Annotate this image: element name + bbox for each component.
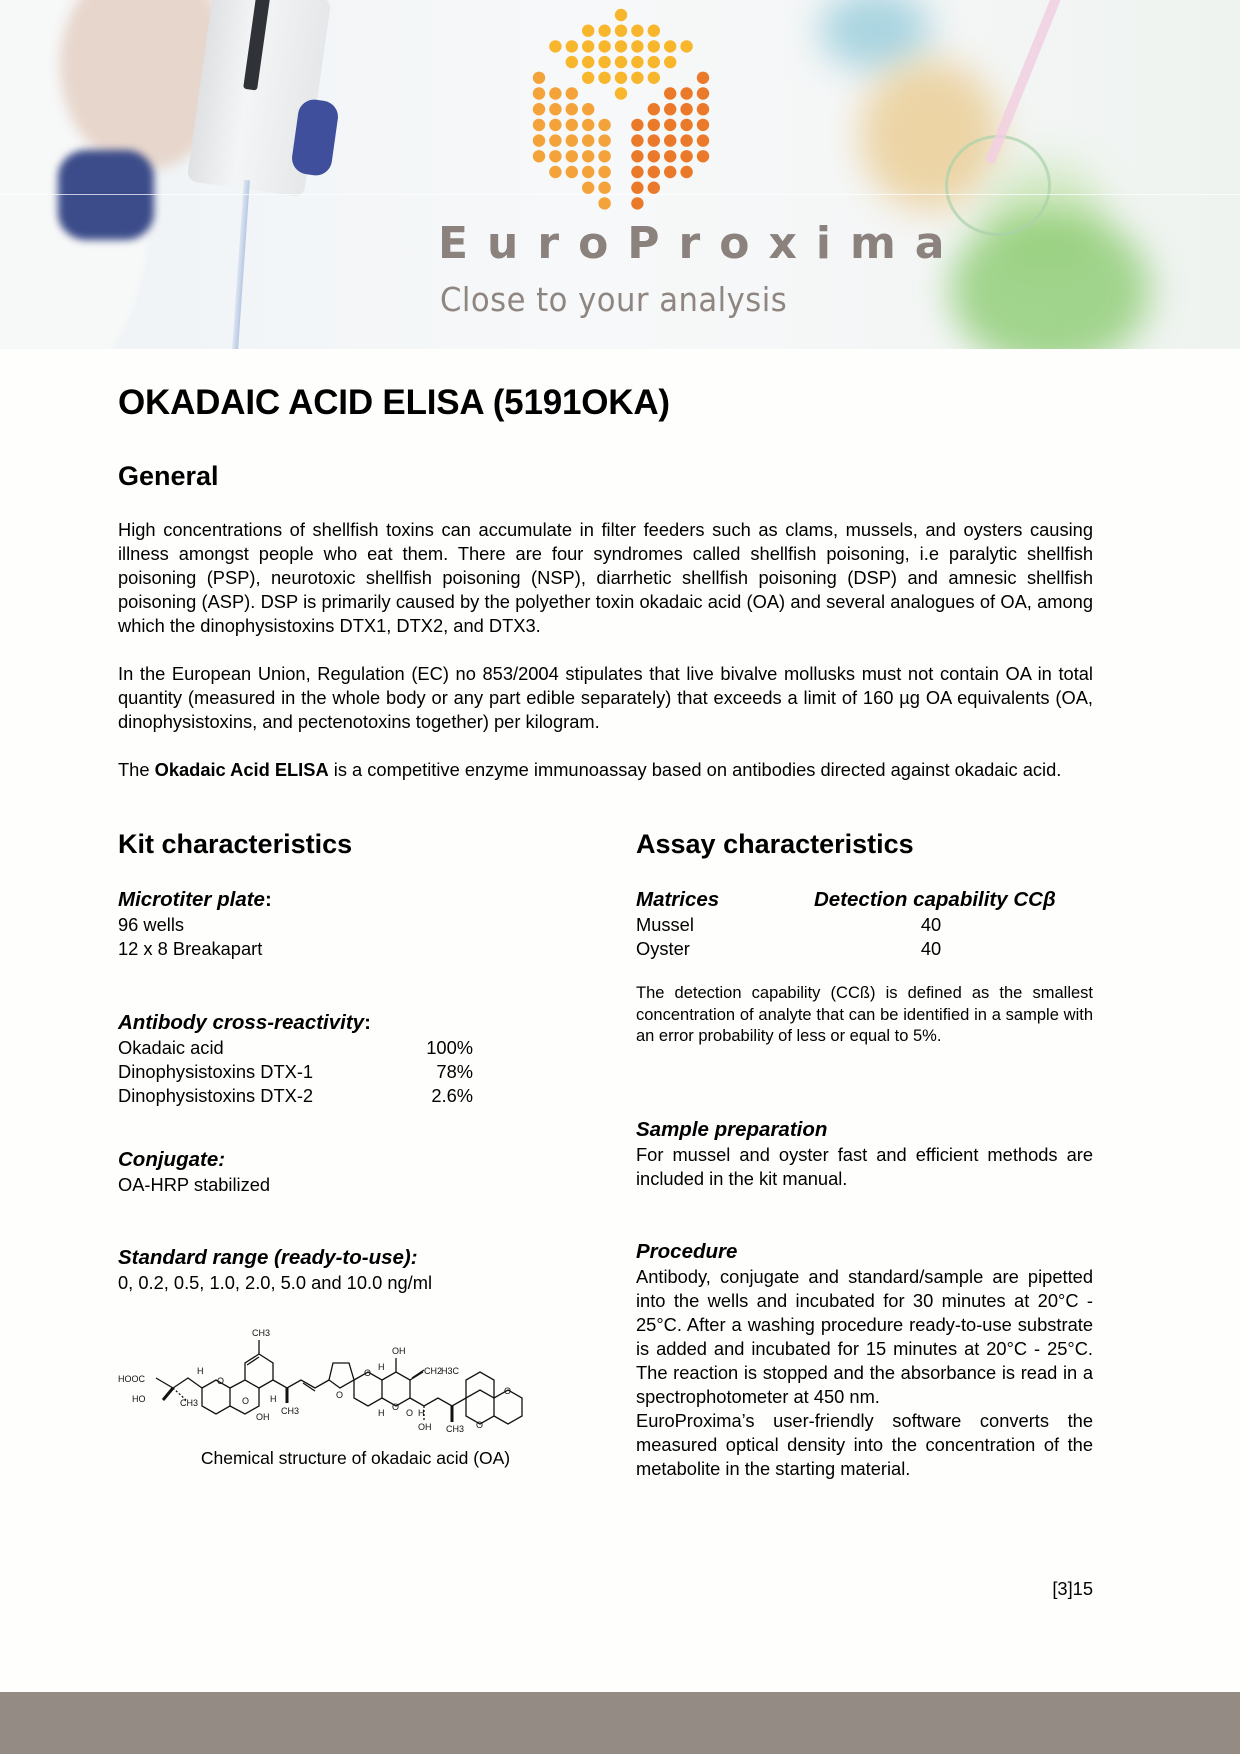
compound-name: Dinophysistoxins DTX-1 [118,1061,314,1082]
table-row [636,937,1096,961]
logo-dot [697,103,709,115]
logo-dot [631,25,643,37]
atom-label: OH [256,1412,270,1422]
logo-dot [582,40,594,52]
column-header-matrices: Matrices [636,888,720,911]
logo-dot [582,103,594,115]
logo-dot [631,56,643,68]
logo-dot [582,25,594,37]
atom-label: CH3 [281,1406,300,1416]
procedure-software-text: EuroProxima’s user-friendly software converts the measured optical density into the concentration of the metabolite in the starting material. [636,1410,1093,1479]
logo-dot [664,87,676,99]
reactivity-row [118,1060,473,1084]
cross-reactivity-value: 2.6% [431,1085,473,1106]
logo-dot [631,182,643,194]
atom-label: H3C [441,1366,460,1376]
conjugate-block [118,1147,270,1197]
logo-dot [631,119,643,131]
okadaic-acid-structure-diagram [118,1318,593,1445]
logo-dot [697,72,709,84]
logo-dot [582,56,594,68]
logo-dot [598,72,610,84]
table-header [636,887,1096,913]
compound-name: Okadaic acid [118,1037,224,1058]
atom-label: O [336,1390,344,1400]
logo-dot [598,166,610,178]
antibody-cross-reactivity-block [118,1010,473,1108]
label-text: Microtiter plate [118,888,265,911]
atom-label: OH [392,1346,406,1356]
antibody-cross-reactivity-label [118,1010,473,1036]
logo-dot [566,87,578,99]
brand-name: EuroProxima [438,218,964,269]
microtiter-wells: 96 wells [118,914,185,935]
logo-dot [664,40,676,52]
cross-reactivity-value: 100% [426,1037,473,1058]
logo-dot [631,134,643,146]
procedure-heading: Procedure [636,1240,738,1263]
page-title: OKADAIC ACID ELISA (5191OKA) [118,383,670,422]
paragraph-text: is a competitive enzyme immunoassay based on antibodies directed against okadaic acid. [328,759,1062,780]
logo-dot [533,72,545,84]
logo-dot [697,150,709,162]
conjugate-value: OA-HRP stabilized [118,1174,271,1195]
logo-dot [648,72,660,84]
reactivity-row [118,1084,473,1108]
logo-dot [697,134,709,146]
logo-dot [566,103,578,115]
logo-dot [664,134,676,146]
logo-dot [598,25,610,37]
logo-dot [697,119,709,131]
logo-dot [566,150,578,162]
logo-dot [631,150,643,162]
logo-dot [533,134,545,146]
logo-dot [566,56,578,68]
atom-label: CH2 [424,1366,443,1376]
atom-label: HO [132,1394,146,1404]
logo-dot [582,166,594,178]
logo-dot [582,182,594,194]
structure-caption: Chemical structure of okadaic acid (OA) [200,1448,511,1468]
logo-dot [615,72,627,84]
section-heading-general: General [118,461,219,491]
logo-dot [533,150,545,162]
atom-label: H [378,1408,385,1418]
logo-dot [549,150,561,162]
logo-dot [631,197,643,209]
brand-tagline: Close to your analysis [440,280,788,319]
logo-dot [549,40,561,52]
logo-dot [615,87,627,99]
logo-dot [549,87,561,99]
logo-dot [566,40,578,52]
logo-dot [680,40,692,52]
logo-dot [648,166,660,178]
logo-dot [615,25,627,37]
logo-dot [549,119,561,131]
logo-dot [664,56,676,68]
microtiter-plate-label [118,887,272,913]
compound-name: Dinophysistoxins DTX-2 [118,1085,314,1106]
atom-label: O [217,1376,225,1386]
atom-label: CH3 [180,1398,199,1408]
logo-dot [664,166,676,178]
logo-dot [566,166,578,178]
logo-dot [680,103,692,115]
logo-dot [533,87,545,99]
procedure-block [636,1239,1093,1481]
matrix-cell: Oyster [636,938,690,959]
label-colon: : [364,1011,371,1034]
detection-capability-table [636,887,1096,961]
atom-label: O [364,1368,372,1378]
product-name-bold: Okadaic Acid ELISA [154,759,329,780]
standard-range-label: Standard range (ready-to-use): [118,1246,418,1269]
logo-dot [697,87,709,99]
label-text: Antibody cross-reactivity [118,1011,365,1034]
detection-capability-definition: The detection capability (CCß) is defined as the smallest concentration of analyte that can be identified in a sample with an error probability of less or equal to 5%. [636,984,1093,1045]
general-paragraph-1: High concentrations of shellfish toxins can accumulate in filter feeders such as clams, mussels, and oysters causing illness amongst people who eat them. There are four syndromes called shellfish poisoning, i.e paralytic shellfish poisoning (PSP), neurotoxic shellfish poisoning (NSP), diarrhetic shellfish poisoning (DSP) and amnesic shellfish poisoning (ASP). DSP is primarily caused by the polyether toxin okadaic acid (OA) and several analogues of OA, among which the dinophysistoxins DTX1, DTX2, and DTX3. [118,519,1093,636]
logo-dot [582,150,594,162]
logo-dot [549,134,561,146]
atom-label: O [406,1408,414,1418]
conjugate-label: Conjugate: [118,1148,226,1171]
logo-dot [631,166,643,178]
paragraph-text: The [118,759,155,780]
atom-label: O [504,1386,512,1396]
section-heading-kit-characteristics: Kit characteristics [118,829,353,859]
column-header-detection-capability: Detection capability CCβ [814,888,1056,911]
logo-dot [598,182,610,194]
logo-dot [598,119,610,131]
logo-dot [549,103,561,115]
logo-dot [582,119,594,131]
logo-dot [680,87,692,99]
logo-dot [615,9,627,21]
reactivity-row [118,1036,473,1060]
atom-label: H [378,1362,385,1372]
page-number: [3]15 [1052,1578,1093,1599]
sample-preparation-heading: Sample preparation [636,1118,828,1141]
logo-dot [582,134,594,146]
logo-dot [664,119,676,131]
logo-dot [664,150,676,162]
logo-dot [648,25,660,37]
logo-dot [598,134,610,146]
logo-dot [648,103,660,115]
logo-dot [549,166,561,178]
atom-label: CH3 [446,1424,465,1434]
atom-label: H [418,1408,425,1418]
matrix-cell: Mussel [636,914,694,935]
logo-dot [648,40,660,52]
microtiter-format: 12 x 8 Breakapart [118,938,263,959]
standard-range-block [118,1245,432,1295]
logo-dot [615,40,627,52]
atom-label: O [392,1402,400,1412]
atom-label: H [197,1366,204,1376]
logo-dot [648,56,660,68]
microtiter-plate-block [118,887,272,961]
logo-dot [648,150,660,162]
atom-label: CH3 [252,1328,271,1338]
logo-dot [598,150,610,162]
logo-dot [533,119,545,131]
atom-label: HOOC [118,1374,145,1384]
logo-dot [648,119,660,131]
logo-dot [598,197,610,209]
general-paragraph-3 [118,758,1093,782]
table-row [636,913,1096,937]
logo-dot [598,40,610,52]
logo-dot [680,150,692,162]
sample-preparation-text: For mussel and oyster fast and efficient methods are included in the kit manual. [636,1144,1093,1189]
atom-label: H [270,1394,277,1404]
label-colon: : [264,888,272,911]
logo-dot [680,166,692,178]
logo-dot [566,119,578,131]
logo-dot [631,40,643,52]
cross-reactivity-value: 78% [436,1061,473,1082]
logo-dot [680,134,692,146]
ccb-cell: 40 [920,938,942,959]
atom-label: O [476,1420,484,1430]
europroxima-logo-icon [0,0,1240,230]
logo-dot [648,182,660,194]
logo-dot [533,103,545,115]
logo-dot [680,119,692,131]
logo-dot [631,72,643,84]
structure-bonds [156,1340,522,1424]
header-banner [0,0,1240,349]
footer-band [0,1692,1240,1754]
general-paragraph-2: In the European Union, Regulation (EC) no 853/2004 stipulates that live bivalve mollusks must not contain OA in total quantity (measured in the whole body or any part edible separately) that exceeds a limit of 160 µg OA equivalents (OA, dinophysistoxins, and pectenotoxins together) per kilogram. [118,663,1093,732]
section-heading-assay-characteristics: Assay characteristics [636,829,914,859]
logo-dot [582,72,594,84]
logo-dot [615,56,627,68]
ccb-cell: 40 [920,914,942,935]
atom-label: OH [418,1422,432,1432]
sample-preparation-block [636,1117,1093,1191]
procedure-text: Antibody, conjugate and standard/sample are pipetted into the wells and incubated for 30 minutes at 20°C - 25°C. After a washing procedure ready-to-use substrate is added and incubated for 15 minutes at 20°C - 25°C. The reaction is stopped and the absorbance is read in a spectrophotometer at 450 nm. [636,1266,1093,1407]
logo-dot [648,134,660,146]
atom-label: O [242,1396,250,1406]
logo-dot [598,56,610,68]
logo-dot [566,134,578,146]
standard-range-value: 0, 0.2, 0.5, 1.0, 2.0, 5.0 and 10.0 ng/ml [118,1272,433,1293]
logo-dot [664,103,676,115]
